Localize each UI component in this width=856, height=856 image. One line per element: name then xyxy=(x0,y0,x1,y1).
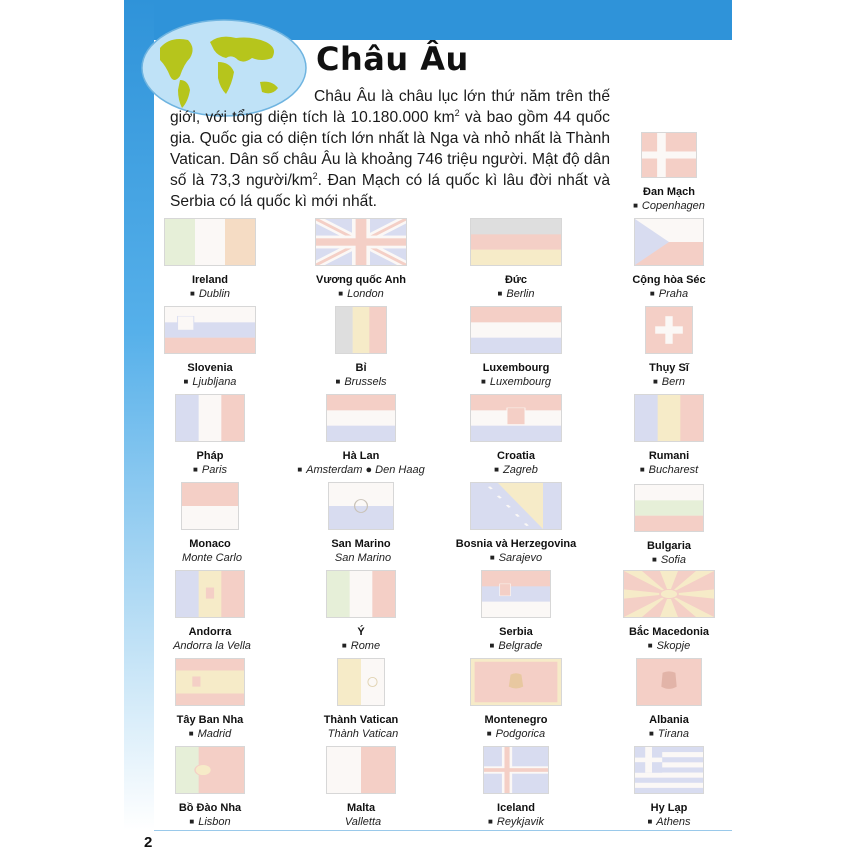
country-name: Andorra xyxy=(188,626,232,638)
flag-card xyxy=(130,746,290,829)
capital-name xyxy=(281,551,441,565)
country-name: Luxembourg xyxy=(482,362,550,374)
capital-text: Copenhagen xyxy=(641,200,705,212)
flag-image xyxy=(175,658,245,706)
capital-text: Zagreb xyxy=(502,464,538,476)
flag-card xyxy=(589,484,749,567)
capital-name xyxy=(130,727,290,741)
flag-image xyxy=(483,746,549,794)
capital-text: Monte Carlo xyxy=(182,552,242,564)
capital-name xyxy=(589,375,749,389)
flag-card xyxy=(436,482,596,565)
flag-image xyxy=(470,306,562,354)
capital-bullet-icon: ■ xyxy=(297,465,303,474)
capital-name xyxy=(589,463,749,477)
flag-image xyxy=(470,218,562,266)
flag-image xyxy=(326,570,396,618)
country-name: Ý xyxy=(357,626,365,638)
country-name: Serbia xyxy=(499,626,533,638)
country-name: San Marino xyxy=(331,538,391,550)
capital-bullet-icon: ■ xyxy=(488,817,493,826)
flag-image xyxy=(175,394,245,442)
flag-image xyxy=(335,306,387,354)
page-number: 2 xyxy=(144,834,153,851)
capital-name xyxy=(436,375,596,389)
flag-card xyxy=(130,306,290,389)
capital-bullet-icon: ■ xyxy=(481,377,486,386)
country-name: Bắc Macedonia xyxy=(628,626,710,638)
capital-text: Madrid xyxy=(197,728,232,740)
capital-text: Skopje xyxy=(656,640,691,652)
capital-bullet-icon: ■ xyxy=(649,729,654,738)
country-name: Malta xyxy=(346,802,376,814)
flag-card xyxy=(281,482,441,565)
capital-bullet-icon: ■ xyxy=(497,289,503,298)
flag-card xyxy=(589,306,749,389)
capital-name xyxy=(130,815,290,829)
capital-text: Thành Vatican xyxy=(327,728,399,740)
capital-name xyxy=(281,639,441,653)
capital-bullet-icon: ■ xyxy=(188,729,194,738)
capital-name xyxy=(130,463,290,477)
country-name: Bulgaria xyxy=(646,540,691,552)
capital-name xyxy=(436,463,596,477)
capital-name xyxy=(436,551,596,565)
page-title: Châu Âu xyxy=(316,40,469,78)
capital-text: Bucharest xyxy=(648,464,699,476)
flag-image xyxy=(326,746,396,794)
flag-image xyxy=(623,570,715,618)
flag-card xyxy=(589,132,749,213)
capital-bullet-icon: ■ xyxy=(633,201,638,210)
capital-bullet-icon: ■ xyxy=(189,289,195,298)
capital-bullet-icon: ■ xyxy=(494,465,499,474)
flag-card xyxy=(281,394,441,477)
flag-card xyxy=(281,570,441,653)
country-name: Đan Mạch xyxy=(643,186,695,198)
flag-image xyxy=(164,306,256,354)
capital-bullet-icon: ■ xyxy=(338,289,344,298)
capital-bullet-icon: ■ xyxy=(652,555,657,564)
capital-text: Luxembourg xyxy=(489,376,551,388)
flag-image xyxy=(634,484,704,532)
capital-text: Podgorica xyxy=(495,728,546,740)
flag-card xyxy=(436,218,596,301)
flag-image xyxy=(636,658,702,706)
flag-image xyxy=(634,218,704,266)
capital-text: Sofia xyxy=(660,554,686,566)
flag-card xyxy=(589,394,749,477)
flag-card xyxy=(130,570,290,653)
flag-card xyxy=(281,658,441,741)
flag-image xyxy=(470,482,562,530)
country-name: Bosnia và Herzegovina xyxy=(455,538,577,550)
capital-text: Valletta xyxy=(344,816,382,828)
capital-text: Berlin xyxy=(506,288,535,300)
flag-image xyxy=(328,482,394,530)
country-name: Croatia xyxy=(497,450,535,462)
capital-text: Sarajevo xyxy=(498,552,543,564)
flag-card xyxy=(589,746,749,829)
flag-card xyxy=(130,394,290,477)
capital-name xyxy=(281,287,441,301)
capital-text: Lisbon xyxy=(198,816,231,828)
flag-image xyxy=(181,482,239,530)
capital-name xyxy=(281,463,441,477)
country-name: Bồ Đào Nha xyxy=(178,802,242,814)
flag-card xyxy=(281,306,441,389)
country-name: Ireland xyxy=(191,274,229,286)
capital-name xyxy=(281,375,441,389)
capital-bullet-icon: ■ xyxy=(647,817,653,826)
country-name: Thành Vatican xyxy=(323,714,399,726)
capital-text: Belgrade xyxy=(498,640,543,652)
country-name: Tây Ban Nha xyxy=(176,714,244,726)
flag-image xyxy=(175,746,245,794)
capital-name xyxy=(281,815,441,829)
capital-text: San Marino xyxy=(334,552,392,564)
capital-name xyxy=(589,727,749,741)
country-name: Rumani xyxy=(648,450,690,462)
capital-text: Dublin xyxy=(198,288,231,300)
country-name: Thụy Sĩ xyxy=(649,362,689,374)
flag-image xyxy=(164,218,256,266)
flag-image xyxy=(470,658,562,706)
capital-name xyxy=(589,287,749,301)
capital-bullet-icon: ■ xyxy=(647,641,653,650)
capital-bullet-icon: ■ xyxy=(649,289,655,298)
capital-name xyxy=(589,639,749,653)
country-name: Vương quốc Anh xyxy=(316,274,406,286)
country-name: Cộng hòa Séc xyxy=(632,274,706,286)
capital-bullet-icon: ■ xyxy=(341,641,347,650)
flag-card xyxy=(436,394,596,477)
flag-card xyxy=(436,570,596,653)
capital-bullet-icon: ■ xyxy=(335,377,341,386)
capital-name xyxy=(436,815,596,829)
country-name: Albania xyxy=(649,714,689,726)
flag-image xyxy=(634,394,704,442)
flag-image xyxy=(645,306,693,354)
capital-text: Praha xyxy=(658,288,689,300)
flag-card xyxy=(436,658,596,741)
capital-name xyxy=(589,553,749,567)
capital-text: Tirana xyxy=(657,728,689,740)
flag-image xyxy=(326,394,396,442)
capital-name xyxy=(436,639,596,653)
country-name: Monaco xyxy=(189,538,231,550)
capital-text: Ljubljana xyxy=(192,376,237,388)
flag-image xyxy=(481,570,551,618)
flag-image xyxy=(315,218,407,266)
flag-card xyxy=(281,746,441,829)
flag-image xyxy=(470,394,562,442)
capital-name xyxy=(130,287,290,301)
flag-card xyxy=(436,306,596,389)
capital-bullet-icon: ■ xyxy=(189,817,195,826)
country-name: Bỉ xyxy=(355,362,367,374)
capital-name xyxy=(436,287,596,301)
flag-card xyxy=(130,482,290,565)
flag-card xyxy=(281,218,441,301)
country-name: Đức xyxy=(504,274,528,286)
flag-card xyxy=(130,658,290,741)
flag-card xyxy=(589,658,749,741)
capital-name xyxy=(130,375,290,389)
country-name: Montenegro xyxy=(484,714,548,726)
intro-paragraph: Châu Âu là châu lục lớn thứ năm trên thế giới, với tổng diện tích là 10.180.000 $km^2$ và bao gồm 44 quốc gia. Quốc gia có diện tích lớn nhất là Nga và nhỏ nhất là Thành Vatican. Dân số châu Âu là khoảng 746 triệu người. Mật độ dân số là 73,3 người/$km^2$. Đan Mạch có lá quốc kì lâu đời nhất và Serbia có lá quốc kì mới nhất. xyxy=(170,88,611,210)
flag-card xyxy=(589,218,749,301)
capital-name xyxy=(589,815,749,829)
country-name: Pháp xyxy=(196,450,224,462)
capital-text: Athens xyxy=(656,816,691,828)
flag-image xyxy=(337,658,385,706)
capital-name xyxy=(281,727,441,741)
capital-name xyxy=(436,727,596,741)
flag-image xyxy=(634,746,704,794)
capital-bullet-icon: ■ xyxy=(489,553,495,562)
capital-text: Amsterdam ● Den Haag xyxy=(306,464,425,476)
country-name: Hà Lan xyxy=(342,450,380,462)
flag-card xyxy=(436,746,596,829)
flag-card xyxy=(130,218,290,301)
capital-text: Rome xyxy=(350,640,381,652)
flag-card xyxy=(589,570,749,653)
capital-bullet-icon: ■ xyxy=(183,377,189,386)
capital-bullet-icon: ■ xyxy=(652,377,658,386)
flag-image xyxy=(641,132,697,178)
capital-text: London xyxy=(347,288,384,300)
capital-text: Paris xyxy=(201,464,227,476)
capital-bullet-icon: ■ xyxy=(639,465,645,474)
country-name: Iceland xyxy=(497,802,535,814)
bottom-rule xyxy=(154,830,732,831)
capital-text: Andorra la Vella xyxy=(173,640,251,652)
capital-text: Bern xyxy=(661,376,686,388)
capital-bullet-icon: ■ xyxy=(489,641,495,650)
country-name: Slovenia xyxy=(187,362,233,374)
capital-bullet-icon: ■ xyxy=(486,729,492,738)
capital-name xyxy=(589,199,749,213)
capital-name xyxy=(130,551,290,565)
country-name: Hy Lạp xyxy=(650,802,688,814)
capital-bullet-icon: ■ xyxy=(193,465,198,474)
capital-text: Brussels xyxy=(344,376,387,388)
capital-text: Reykjavik xyxy=(496,816,544,828)
flag-image xyxy=(175,570,245,618)
capital-name xyxy=(130,639,290,653)
